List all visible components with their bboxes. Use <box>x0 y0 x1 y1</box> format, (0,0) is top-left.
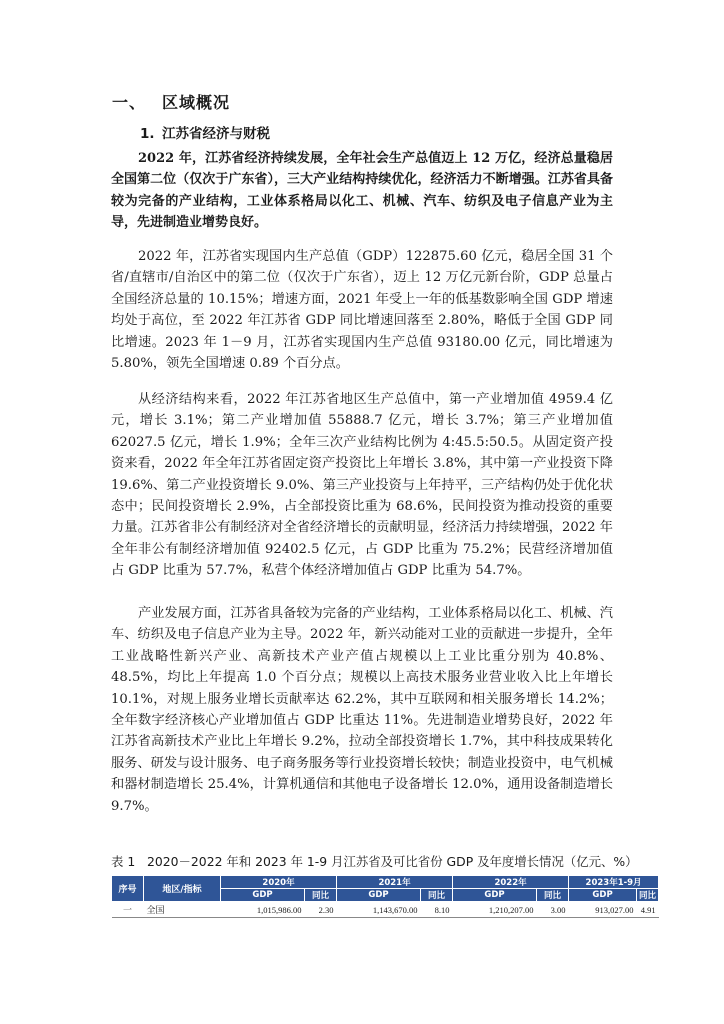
header-yoy: 同比 <box>537 889 569 902</box>
section-number: 一、 <box>112 93 147 112</box>
subsection-number: 1. <box>140 126 155 142</box>
economic-structure-paragraph: 从经济结构来看，2022 年江苏省地区生产总值中，第一产业增加值 4959.4 亿元，增长 3.1%；第二产业增加值 55888.7 亿元，增长 3.7%；第三产业增加值 62027.5 亿元，增长 1.9%；全年三次产业结构比例为 4:45.5:50.5。从固定资产投资来看，2022 年全年江苏省固定资产投资比上年增长 3.8%，其中第一产业投资下降 19.6%、第二产业投资增长 9.0%、第三产业投资与上年持平，三产结构仍处于优化状态中；民间投资增长 2.9%，占全部投资比重为 68.6%，民间投资为推动投资的重要力量。江苏省非公有制经济对全省经济增长的贡献明显，经济活力持续增强，2022 年全年非公有制经济增加值 92402.5 亿元，占 GDP 比重为 75.2%；民营经济增加值占 GDP 比重为 57.7%，私营个体经济增加值占 GDP 比重为 54.7%。 <box>111 392 613 579</box>
section-title: 区域概况 <box>162 93 231 112</box>
header-yoy: 同比 <box>305 889 337 902</box>
header-gdp: GDP <box>569 889 637 902</box>
section-heading <box>112 90 230 113</box>
table-label: 表 1 <box>111 854 136 869</box>
table-caption <box>111 852 638 870</box>
cell-yoy-2022: 3.00 <box>537 902 569 918</box>
row-region: 全国 <box>144 902 221 918</box>
header-gdp: GDP <box>337 889 421 902</box>
subsection-heading <box>140 122 270 142</box>
header-region: 地区/指标 <box>144 876 221 902</box>
subsection-title: 江苏省经济与财税 <box>162 126 270 142</box>
gdp-table <box>111 875 659 918</box>
header-index: 序号 <box>112 876 144 902</box>
cell-gdp-2022: 1,210,207.00 <box>453 902 537 918</box>
table-header-row-years <box>112 876 659 889</box>
cell-yoy-2023: 4.91 <box>637 902 659 918</box>
industry-development-paragraph: 产业发展方面，江苏省具备较为完备的产业结构，工业体系格局以化工、机械、汽车、纺织及电子信息产业为主导。2022 年，新兴动能对工业的贡献进一步提升，全年工业战略性新兴产业、高新技术产业产值占规模以上工业比重分别为 40.8%、48.5%，均比上年提高 1.0 个百分点；规模以上高技术服务业营业收入比上年增长 10.1%，对规上服务业增长贡献率达 62.2%，其中互联网和相关服务增长 14.2%；全年数字经济核心产业增加值占 GDP 比重达 11%。先进制造业增势良好，2022 年江苏省高新技术产业比上年增长 9.2%，拉动全部投资增长 1.7%，其中科技成果转化服务、研发与设计服务、电子商务服务等行业投资增长较快；制造业投资中，电气机械和器材制造增长 25.4%，计算机通信和其他电子设备增长 12.0%，通用设备制造增长 9.7%。 <box>111 606 613 814</box>
summary-paragraph: 2022 年，江苏省经济持续发展，全年社会生产总值迈上 12 万亿，经济总量稳居全国第二位（仅次于广东省），三大产业结构持续优化，经济活力不断增强。江苏省具备较为完备的产业结构，工业体系格局以化工、机械、汽车、纺织及电子信息产业为主导，先进制造业增势良好。 <box>111 151 613 231</box>
header-gdp: GDP <box>221 889 305 902</box>
header-gdp: GDP <box>453 889 537 902</box>
header-yoy: 同比 <box>637 889 659 902</box>
table-caption-text: 2020－2022 年和 2023 年 1-9 月江苏省及可比省份 GDP 及年度增长情况（亿元、%） <box>147 854 638 869</box>
header-yoy: 同比 <box>421 889 453 902</box>
header-year-2020: 2020年 <box>221 876 337 889</box>
table-row <box>112 902 659 918</box>
header-year-2022: 2022年 <box>453 876 569 889</box>
row-index: 一 <box>112 902 144 918</box>
header-year-2021: 2021年 <box>337 876 453 889</box>
cell-gdp-2021: 1,143,670.00 <box>337 902 421 918</box>
gdp-paragraph: 2022 年，江苏省实现国内生产总值（GDP）122875.60 亿元，稳居全国 31 个省/直辖市/自治区中的第二位（仅次于广东省），迈上 12 万亿元新台阶，GDP 总量占全国经济总量的 10.15%；增速方面，2021 年受上一年的低基数影响全国 GDP 增速均处于高位，至 2022 年江苏省 GDP 同比增速回落至 2.80%，略低于全国 GDP 同比增速。2023 年 1－9 月，江苏省实现国内生产总值 93180.00 亿元，同比增速为 5.80%，领先全国增速 0.89 个百分点。 <box>111 249 613 372</box>
cell-gdp-2023: 913,027.00 <box>569 902 637 918</box>
cell-yoy-2020: 2.30 <box>305 902 337 918</box>
cell-yoy-2021: 8.10 <box>421 902 453 918</box>
header-year-2023-q3: 2023年1-9月 <box>569 876 659 889</box>
cell-gdp-2020: 1,015,986.00 <box>221 902 305 918</box>
